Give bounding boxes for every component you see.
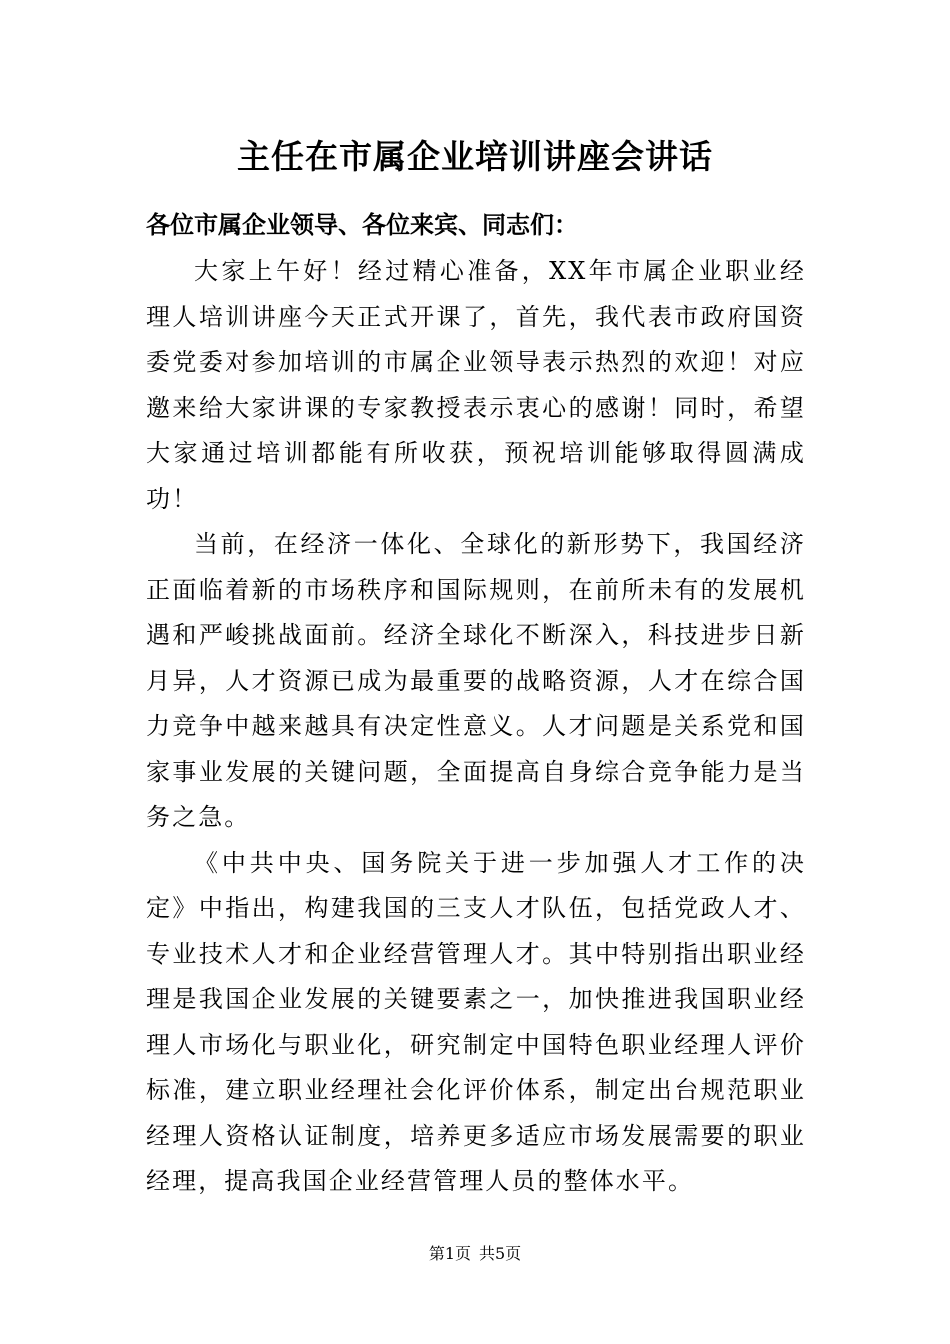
paragraph: 当前，在经济一体化、全球化的新形势下，我国经济正面临着新的市场秩序和国际规则，在前所未有的发展机遇和严峻挑战面前。经济全球化不断深入，科技进步日新月异，人才资源已成为最重要的战略资源，人才在综合国力竞争中越来越具有决定性意义。人才问题是关系党和国家事业发展的关键问题，全面提高自身综合竞争能力是当务之急。 xyxy=(146,530,806,831)
page-footer xyxy=(0,1243,950,1265)
paragraph: 《中共中央、国务院关于进一步加强人才工作的决定》中指出，构建我国的三支人才队伍，包括党政人才、专业技术人才和企业经营管理人才。其中特别指出职业经理是我国企业发展的关键要素之一，加快推进我国职业经理人市场化与职业化，研究制定中国特色职业经理人评价标准，建立职业经理社会化评价体系，制定出台规范职业经理人资格认证制度，培养更多适应市场发展需要的职业经理，提高我国企业经营管理人员的整体水平。 xyxy=(146,848,806,1195)
paragraph: 大家上午好！经过精心准备，XX年市属企业职业经理人培训讲座今天正式开课了，首先，我代表市政府国资委党委对参加培训的市属企业领导表示热烈的欢迎！对应邀来给大家讲课的专家教授表示衷心的感谢！同时，希望大家通过培训都能有所收获，预祝培训能够取得圆满成功！ xyxy=(146,257,806,513)
salutation: 各位市属企业领导、各位来宾、同志们： xyxy=(146,210,578,239)
document-body xyxy=(146,249,806,1205)
document-title: 主任在市属企业培训讲座会讲话 xyxy=(237,137,713,176)
page-number: 第1页 xyxy=(428,1244,471,1263)
page-total: 共5页 xyxy=(479,1244,522,1263)
